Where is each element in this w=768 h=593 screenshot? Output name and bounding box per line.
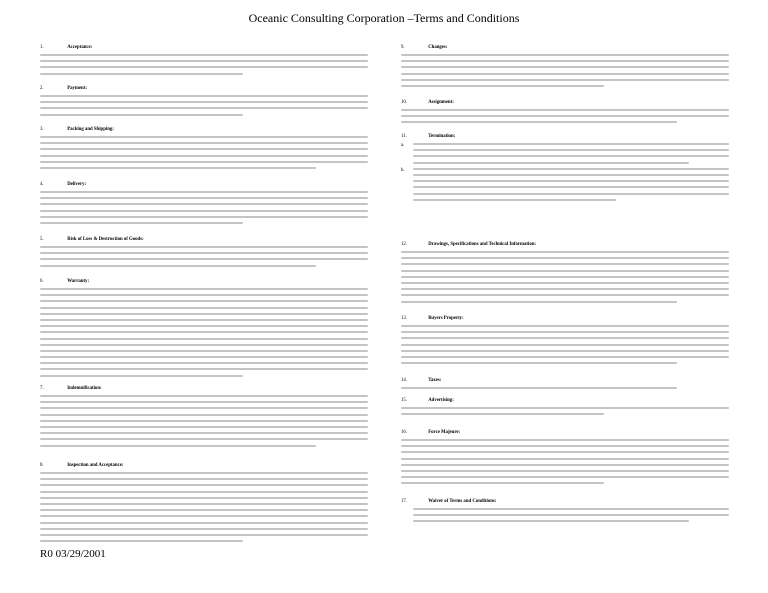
- clause-text-placeholder: [401, 251, 729, 303]
- clause-risk-of-loss: [40, 237, 368, 271]
- clause-number: 4.: [40, 182, 44, 187]
- clause-text-placeholder: [40, 95, 368, 116]
- clause-heading: Acceptance:: [67, 45, 93, 50]
- clause-delivery: [40, 182, 368, 228]
- clause-text-placeholder: [40, 288, 368, 377]
- clause-number: 7.: [40, 386, 44, 391]
- clause-heading: Risk of Loss & Destruction of Goods:: [67, 237, 144, 242]
- clause-heading: Drawings, Specifications and Technical Information:: [428, 242, 537, 247]
- clause-text-placeholder: [401, 387, 729, 389]
- clause-heading: Taxes:: [428, 378, 442, 383]
- sub-clause-label: a.: [401, 143, 405, 148]
- clause-indemnification: [40, 386, 368, 451]
- clause-heading: Force Majeure:: [428, 430, 461, 435]
- clause-number: 14.: [401, 378, 407, 383]
- clause-taxes: [401, 378, 729, 393]
- clause-heading: Advertising:: [428, 398, 454, 403]
- clause-warranty: [40, 279, 368, 381]
- clause-heading: Delivery:: [67, 182, 87, 187]
- clause-number: 16.: [401, 430, 407, 435]
- clause-text-placeholder: [401, 54, 729, 87]
- clause-number: 8.: [40, 463, 44, 468]
- clause-text-placeholder: [401, 439, 729, 484]
- clause-number: 12.: [401, 242, 407, 247]
- clause-buyers-property: [401, 316, 729, 368]
- clause-text-placeholder: [401, 407, 729, 415]
- clause-text-placeholder: [40, 191, 368, 224]
- page-title: Oceanic Consulting Corporation –Terms and Conditions: [248, 11, 520, 25]
- clause-number: 6.: [40, 279, 44, 284]
- clause-heading: Payment:: [67, 86, 87, 91]
- sub-clause-label: b.: [401, 168, 405, 173]
- clause-packing-shipping: [40, 127, 368, 173]
- clause-text-placeholder: [40, 136, 368, 169]
- clause-number: 3.: [40, 127, 44, 132]
- clause-heading: Inspection and Acceptance:: [67, 463, 124, 468]
- clause-text-placeholder: [401, 508, 729, 522]
- clause-text-placeholder: [401, 109, 729, 123]
- clause-number: 11.: [401, 134, 407, 139]
- clause-heading: Warranty:: [67, 279, 90, 284]
- clause-force-majeure: [401, 430, 729, 489]
- clause-text-placeholder: [401, 143, 729, 201]
- clause-text-placeholder: [40, 54, 368, 75]
- clause-heading: Packing and Shipping:: [67, 127, 114, 132]
- clause-number: 1.: [40, 45, 44, 50]
- clause-text-placeholder: [40, 246, 368, 267]
- clause-number: 13.: [401, 316, 407, 321]
- clause-number: 15.: [401, 398, 407, 403]
- clause-heading: Assignment:: [428, 100, 454, 105]
- clause-heading: Changes:: [428, 45, 448, 50]
- clause-text-placeholder: [401, 325, 729, 364]
- clause-heading: Waiver of Terms and Conditions:: [428, 499, 497, 504]
- clause-text-placeholder: [40, 472, 368, 542]
- clause-number: 5.: [40, 237, 44, 242]
- clause-waiver: [401, 499, 729, 527]
- clause-changes: [401, 45, 729, 91]
- clause-assignment: [401, 100, 729, 128]
- clause-payment: [40, 86, 368, 120]
- clause-termination: [401, 134, 729, 205]
- clause-heading: Termination:: [428, 134, 456, 139]
- clause-advertising: [401, 398, 729, 419]
- clause-drawings-specifications: [401, 242, 729, 307]
- clause-inspection-acceptance: [40, 463, 368, 546]
- clause-heading: Indemnification:: [67, 386, 102, 391]
- clause-text-placeholder: [40, 395, 368, 447]
- clause-number: 2.: [40, 86, 44, 91]
- clause-number: 17.: [401, 499, 407, 504]
- clause-heading: Buyers Property:: [428, 316, 464, 321]
- clause-acceptance: [40, 45, 368, 79]
- revision-label: R0 03/29/2001: [40, 548, 106, 560]
- clause-number: 10.: [401, 100, 407, 105]
- clause-number: 9.: [401, 45, 405, 50]
